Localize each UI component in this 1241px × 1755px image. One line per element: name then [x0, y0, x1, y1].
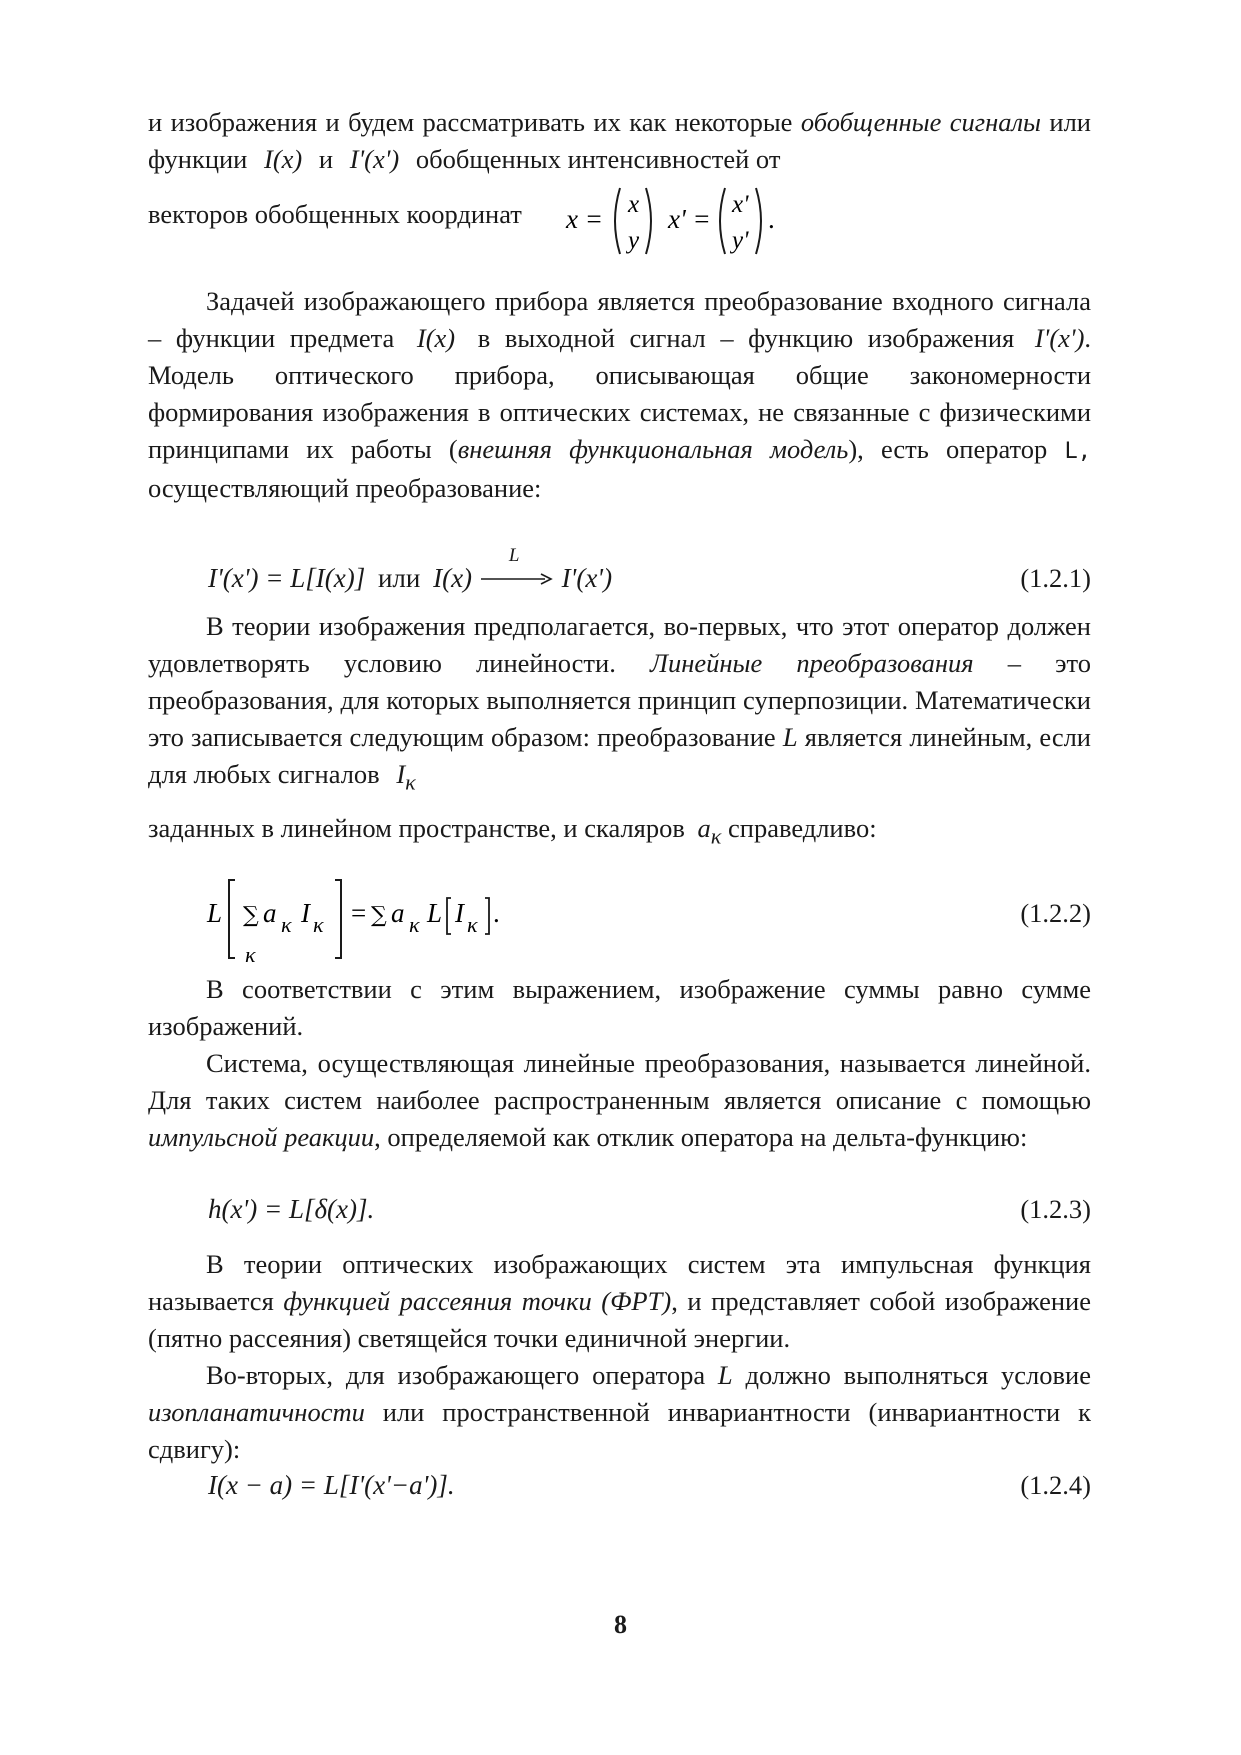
vec-x-label: x =: [566, 204, 603, 234]
eq-or: или: [377, 563, 421, 593]
sum-sign: ∑: [371, 903, 387, 928]
text: В теории оптических изображающих систем эта импульсная функция называется: [148, 1249, 1091, 1316]
paragraph-1: [148, 104, 1091, 178]
equation-1-2-1: [208, 545, 1091, 594]
math-Ipxp: I'(x'): [349, 144, 400, 174]
text: в выходной сигнал – функцию изображения: [477, 323, 1015, 353]
text: и: [318, 144, 334, 174]
italic-term: функцией рассеяния точки (ФРТ): [283, 1286, 672, 1316]
paragraph-5: [148, 1045, 1091, 1156]
operator-L: L,: [1064, 439, 1092, 464]
text: заданных в линейном пространстве, и скаляров: [148, 813, 685, 843]
paren: [646, 188, 651, 254]
text: обобщенных интенсивностей от: [415, 144, 781, 174]
paragraph-2: [148, 283, 1091, 507]
text: , и представляет собой изображение (пятно рассеяния) светящейся точки единичной энергии.: [148, 1286, 1091, 1353]
text: – это преобразования, для которых выполняется принцип суперпозиции. Математически это записывается следующим образом: преобразование: [148, 648, 1092, 752]
text: векторов обобщенных координат: [148, 199, 522, 229]
eq-L: L: [427, 898, 443, 928]
math-L: L: [782, 722, 798, 752]
subscript-k: κ: [405, 769, 416, 795]
paragraph-7: [148, 1357, 1091, 1468]
equation-number: (1.2.2): [1020, 898, 1091, 928]
text: Во-вторых, для изображающего оператора: [206, 1360, 706, 1390]
vector-matrices: [560, 182, 800, 260]
equation-number: (1.2.4): [1020, 1470, 1091, 1500]
page-number: 8: [614, 1610, 627, 1639]
eq-text: h(x') = L[δ(x)].: [208, 1194, 375, 1224]
italic-term: изопланатичности: [148, 1397, 365, 1427]
eq-sub-k: κ: [313, 912, 324, 937]
italic-term: обобщенные сигналы: [800, 107, 1041, 137]
vec-y2: y': [732, 227, 749, 254]
italic-term: Линейные преобразования: [650, 648, 974, 678]
math-I: I: [396, 759, 406, 789]
arrow: [479, 545, 555, 587]
bracket-right: [485, 898, 489, 934]
text: Задачей изображающего прибора является преобразование входного сигнала – функции предмета: [148, 286, 1091, 353]
eq-L: L: [207, 898, 223, 928]
sum-index-k: κ: [245, 942, 256, 967]
eq-sub-k: κ: [467, 912, 478, 937]
arrow-label: L: [508, 545, 520, 566]
italic-term: импульсной реакции: [148, 1122, 375, 1152]
paragraph-4: [148, 971, 1091, 1045]
text: справедливо:: [728, 813, 877, 843]
eq-a: a: [263, 898, 277, 928]
eq-I: I: [455, 898, 464, 928]
math-Ix: I(x): [264, 144, 303, 174]
text: и изображения и будем рассматривать их как некоторые: [148, 107, 793, 137]
math-a: a: [697, 813, 711, 843]
text: В теории изображения предполагается, во-первых, что этот оператор должен удовлетворять условию линейности.: [148, 611, 1091, 678]
math-Ipxp: I'(x'): [1034, 323, 1085, 353]
bracket-left: [229, 880, 235, 958]
period: .: [768, 204, 775, 234]
eq-a: a: [391, 898, 405, 928]
paragraph-3: [148, 608, 1091, 800]
italic-term: внешняя функциональная модель: [457, 434, 849, 464]
eq-text: I(x − a) = L[I'(x'−a')].: [208, 1470, 455, 1500]
eq-I: I: [301, 898, 310, 928]
eq-sub-k: κ: [409, 912, 420, 937]
text: является линейным, если для любых сигналов: [148, 722, 1091, 789]
equation-1-2-4: [208, 1470, 1091, 1501]
text: В соответствии с этим выражением, изображение суммы равно сумме изображений.: [148, 974, 1091, 1041]
text: Система, осуществляющая линейные преобразования, называется линейной. Для таких систем наиболее распространенным является описание с помощью: [148, 1048, 1091, 1115]
math-L: L: [717, 1360, 733, 1390]
text: , определяемой как отклик оператора на дельта-функцию:: [374, 1122, 1028, 1152]
paren: [720, 188, 725, 254]
equals: =: [351, 898, 367, 928]
paren: [615, 188, 620, 254]
equation-1-2-3: [208, 1194, 1091, 1225]
paragraph-6: [148, 1246, 1091, 1357]
text: должно выполняться условие: [745, 1360, 1091, 1390]
equation-number: (1.2.3): [1020, 1194, 1091, 1224]
vec-y1: y: [628, 227, 640, 254]
equation-number: (1.2.1): [1020, 563, 1091, 593]
equation-1-2-2: [205, 870, 525, 970]
bracket-right: [335, 880, 341, 958]
eq-result: I'(x'): [561, 563, 613, 593]
text: осуществляющий преобразование:: [148, 473, 542, 503]
bracket-left: [447, 898, 451, 934]
subscript-k: κ: [710, 823, 722, 849]
text: ), есть оператор: [848, 434, 1048, 464]
text: или пространственной инвариантности (инвариантности к сдвигу):: [148, 1397, 1091, 1464]
text: или функции: [148, 107, 1091, 174]
math-Ix: I(x): [416, 323, 456, 353]
vec-x2: x': [732, 191, 749, 218]
period: .: [493, 898, 500, 928]
vec-x1: x: [628, 191, 640, 218]
eq-sub-k: κ: [281, 912, 292, 937]
sum-sign: ∑: [243, 903, 259, 928]
text: . Модель оптического прибора, описывающая общие закономерности формирования изображения в оптических системах, не связанные с физическими принципами их работы (: [148, 323, 1092, 464]
eq-lhs: I'(x') = L[I(x)]: [208, 563, 366, 593]
paren: [756, 188, 761, 254]
paragraph-3-tail: [148, 810, 1091, 854]
vec-xp-label: x' =: [668, 204, 711, 234]
eq-rhs: I(x): [433, 563, 473, 593]
